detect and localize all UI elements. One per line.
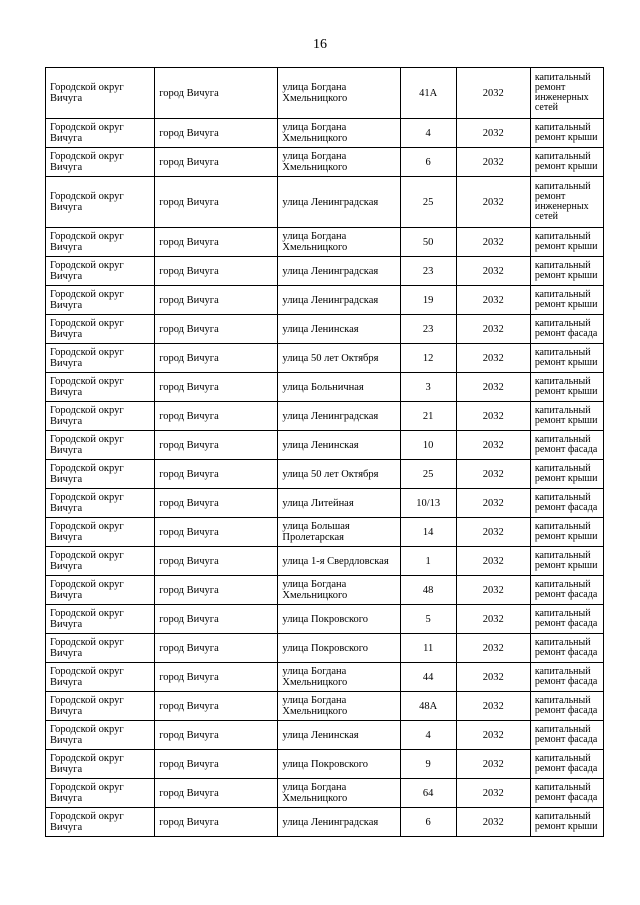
district-cell: Городской округ Вичуга <box>46 634 155 663</box>
repair-schedule-table <box>45 67 604 837</box>
city-cell: город Вичуга <box>155 315 278 344</box>
street-cell: улица 50 лет Октября <box>278 344 400 373</box>
work-type-cell: капитальный ремонт фасада <box>530 779 603 808</box>
city-cell: город Вичуга <box>155 808 278 837</box>
year-cell: 2032 <box>456 344 530 373</box>
street-cell: улица Ленинградская <box>278 257 400 286</box>
city-cell: город Вичуга <box>155 489 278 518</box>
district-cell: Городской округ Вичуга <box>46 344 155 373</box>
table-row <box>46 257 604 286</box>
page-number: 16 <box>313 37 327 52</box>
year-cell: 2032 <box>456 663 530 692</box>
city-cell: город Вичуга <box>155 373 278 402</box>
house-number-cell: 64 <box>400 779 456 808</box>
street-cell: улица Больничная <box>278 373 400 402</box>
work-type-cell: капитальный ремонт крыши <box>530 286 603 315</box>
year-cell: 2032 <box>456 489 530 518</box>
work-type-cell: капитальный ремонт крыши <box>530 547 603 576</box>
street-cell: улица Богдана Хмельницкого <box>278 779 400 808</box>
table-row <box>46 547 604 576</box>
work-type-cell: капитальный ремонт фасада <box>530 721 603 750</box>
table-row <box>46 286 604 315</box>
district-cell: Городской округ Вичуга <box>46 808 155 837</box>
work-type-cell: капитальный ремонт фасада <box>530 489 603 518</box>
district-cell: Городской округ Вичуга <box>46 119 155 148</box>
table-row <box>46 518 604 547</box>
year-cell: 2032 <box>456 68 530 119</box>
city-cell: город Вичуга <box>155 721 278 750</box>
year-cell: 2032 <box>456 576 530 605</box>
city-cell: город Вичуга <box>155 547 278 576</box>
work-type-cell: капитальный ремонт фасада <box>530 634 603 663</box>
table-row <box>46 779 604 808</box>
house-number-cell: 14 <box>400 518 456 547</box>
street-cell: улица Ленинская <box>278 431 400 460</box>
house-number-cell: 12 <box>400 344 456 373</box>
house-number-cell: 25 <box>400 177 456 228</box>
street-cell: улица Покровского <box>278 605 400 634</box>
district-cell: Городской округ Вичуга <box>46 402 155 431</box>
house-number-cell: 1 <box>400 547 456 576</box>
street-cell: улица Богдана Хмельницкого <box>278 576 400 605</box>
year-cell: 2032 <box>456 779 530 808</box>
street-cell: улица Ленинская <box>278 721 400 750</box>
table-row <box>46 119 604 148</box>
table-row <box>46 721 604 750</box>
street-cell: улица Богдана Хмельницкого <box>278 68 400 119</box>
work-type-cell: капитальный ремонт инженерных сетей <box>530 177 603 228</box>
district-cell: Городской округ Вичуга <box>46 148 155 177</box>
district-cell: Городской округ Вичуга <box>46 518 155 547</box>
street-cell: улица Ленинградская <box>278 177 400 228</box>
table-row <box>46 634 604 663</box>
city-cell: город Вичуга <box>155 257 278 286</box>
district-cell: Городской округ Вичуга <box>46 547 155 576</box>
house-number-cell: 11 <box>400 634 456 663</box>
table-row <box>46 605 604 634</box>
district-cell: Городской округ Вичуга <box>46 177 155 228</box>
district-cell: Городской округ Вичуга <box>46 373 155 402</box>
table-row <box>46 402 604 431</box>
street-cell: улица Большая Пролетарская <box>278 518 400 547</box>
house-number-cell: 48А <box>400 692 456 721</box>
district-cell: Городской округ Вичуга <box>46 663 155 692</box>
table-row <box>46 576 604 605</box>
city-cell: город Вичуга <box>155 177 278 228</box>
house-number-cell: 4 <box>400 721 456 750</box>
year-cell: 2032 <box>456 402 530 431</box>
district-cell: Городской округ Вичуга <box>46 228 155 257</box>
house-number-cell: 48 <box>400 576 456 605</box>
street-cell: улица 1-я Свердловская <box>278 547 400 576</box>
year-cell: 2032 <box>456 119 530 148</box>
district-cell: Городской округ Вичуга <box>46 489 155 518</box>
street-cell: улица Ленинская <box>278 315 400 344</box>
year-cell: 2032 <box>456 177 530 228</box>
city-cell: город Вичуга <box>155 460 278 489</box>
year-cell: 2032 <box>456 518 530 547</box>
work-type-cell: капитальный ремонт крыши <box>530 344 603 373</box>
district-cell: Городской округ Вичуга <box>46 431 155 460</box>
district-cell: Городской округ Вичуга <box>46 605 155 634</box>
year-cell: 2032 <box>456 148 530 177</box>
table-row <box>46 148 604 177</box>
year-cell: 2032 <box>456 286 530 315</box>
table-row <box>46 663 604 692</box>
work-type-cell: капитальный ремонт крыши <box>530 148 603 177</box>
house-number-cell: 6 <box>400 148 456 177</box>
district-cell: Городской округ Вичуга <box>46 257 155 286</box>
work-type-cell: капитальный ремонт фасада <box>530 692 603 721</box>
city-cell: город Вичуга <box>155 119 278 148</box>
table-row <box>46 315 604 344</box>
street-cell: улица Богдана Хмельницкого <box>278 119 400 148</box>
city-cell: город Вичуга <box>155 68 278 119</box>
table-row <box>46 750 604 779</box>
house-number-cell: 23 <box>400 315 456 344</box>
city-cell: город Вичуга <box>155 692 278 721</box>
city-cell: город Вичуга <box>155 750 278 779</box>
city-cell: город Вичуга <box>155 148 278 177</box>
district-cell: Городской округ Вичуга <box>46 460 155 489</box>
table-row <box>46 489 604 518</box>
year-cell: 2032 <box>456 721 530 750</box>
street-cell: улица 50 лет Октября <box>278 460 400 489</box>
street-cell: улица Ленинградская <box>278 808 400 837</box>
house-number-cell: 19 <box>400 286 456 315</box>
house-number-cell: 50 <box>400 228 456 257</box>
street-cell: улица Богдана Хмельницкого <box>278 148 400 177</box>
house-number-cell: 6 <box>400 808 456 837</box>
work-type-cell: капитальный ремонт крыши <box>530 518 603 547</box>
year-cell: 2032 <box>456 605 530 634</box>
work-type-cell: капитальный ремонт фасада <box>530 750 603 779</box>
city-cell: город Вичуга <box>155 518 278 547</box>
year-cell: 2032 <box>456 257 530 286</box>
work-type-cell: капитальный ремонт крыши <box>530 373 603 402</box>
district-cell: Городской округ Вичуга <box>46 779 155 808</box>
table-row <box>46 692 604 721</box>
district-cell: Городской округ Вичуга <box>46 315 155 344</box>
table-row <box>46 373 604 402</box>
year-cell: 2032 <box>456 460 530 489</box>
year-cell: 2032 <box>456 634 530 663</box>
city-cell: город Вичуга <box>155 402 278 431</box>
work-type-cell: капитальный ремонт крыши <box>530 402 603 431</box>
district-cell: Городской округ Вичуга <box>46 750 155 779</box>
house-number-cell: 3 <box>400 373 456 402</box>
street-cell: улица Богдана Хмельницкого <box>278 692 400 721</box>
city-cell: город Вичуга <box>155 576 278 605</box>
house-number-cell: 9 <box>400 750 456 779</box>
year-cell: 2032 <box>456 547 530 576</box>
table-row <box>46 808 604 837</box>
work-type-cell: капитальный ремонт крыши <box>530 119 603 148</box>
district-cell: Городской округ Вичуга <box>46 576 155 605</box>
street-cell: улица Богдана Хмельницкого <box>278 663 400 692</box>
work-type-cell: капитальный ремонт фасада <box>530 663 603 692</box>
work-type-cell: капитальный ремонт фасада <box>530 431 603 460</box>
street-cell: улица Ленинградская <box>278 402 400 431</box>
year-cell: 2032 <box>456 750 530 779</box>
work-type-cell: капитальный ремонт инженерных сетей <box>530 68 603 119</box>
street-cell: улица Покровского <box>278 750 400 779</box>
district-cell: Городской округ Вичуга <box>46 286 155 315</box>
city-cell: город Вичуга <box>155 431 278 460</box>
house-number-cell: 10/13 <box>400 489 456 518</box>
district-cell: Городской округ Вичуга <box>46 692 155 721</box>
house-number-cell: 10 <box>400 431 456 460</box>
district-cell: Городской округ Вичуга <box>46 68 155 119</box>
house-number-cell: 21 <box>400 402 456 431</box>
work-type-cell: капитальный ремонт фасада <box>530 576 603 605</box>
table-row <box>46 177 604 228</box>
table-row <box>46 460 604 489</box>
house-number-cell: 44 <box>400 663 456 692</box>
work-type-cell: капитальный ремонт крыши <box>530 228 603 257</box>
city-cell: город Вичуга <box>155 634 278 663</box>
street-cell: улица Ленинградская <box>278 286 400 315</box>
year-cell: 2032 <box>456 315 530 344</box>
table-row <box>46 68 604 119</box>
city-cell: город Вичуга <box>155 663 278 692</box>
city-cell: город Вичуга <box>155 779 278 808</box>
city-cell: город Вичуга <box>155 228 278 257</box>
street-cell: улица Покровского <box>278 634 400 663</box>
year-cell: 2032 <box>456 692 530 721</box>
house-number-cell: 41А <box>400 68 456 119</box>
table-row <box>46 431 604 460</box>
work-type-cell: капитальный ремонт крыши <box>530 460 603 489</box>
year-cell: 2032 <box>456 228 530 257</box>
city-cell: город Вичуга <box>155 605 278 634</box>
year-cell: 2032 <box>456 431 530 460</box>
work-type-cell: капитальный ремонт фасада <box>530 315 603 344</box>
house-number-cell: 5 <box>400 605 456 634</box>
table-row <box>46 228 604 257</box>
work-type-cell: капитальный ремонт крыши <box>530 257 603 286</box>
street-cell: улица Богдана Хмельницкого <box>278 228 400 257</box>
street-cell: улица Литейная <box>278 489 400 518</box>
city-cell: город Вичуга <box>155 286 278 315</box>
table-body <box>46 68 604 837</box>
year-cell: 2032 <box>456 808 530 837</box>
city-cell: город Вичуга <box>155 344 278 373</box>
house-number-cell: 4 <box>400 119 456 148</box>
district-cell: Городской округ Вичуга <box>46 721 155 750</box>
house-number-cell: 25 <box>400 460 456 489</box>
year-cell: 2032 <box>456 373 530 402</box>
table-row <box>46 344 604 373</box>
work-type-cell: капитальный ремонт фасада <box>530 605 603 634</box>
house-number-cell: 23 <box>400 257 456 286</box>
work-type-cell: капитальный ремонт крыши <box>530 808 603 837</box>
